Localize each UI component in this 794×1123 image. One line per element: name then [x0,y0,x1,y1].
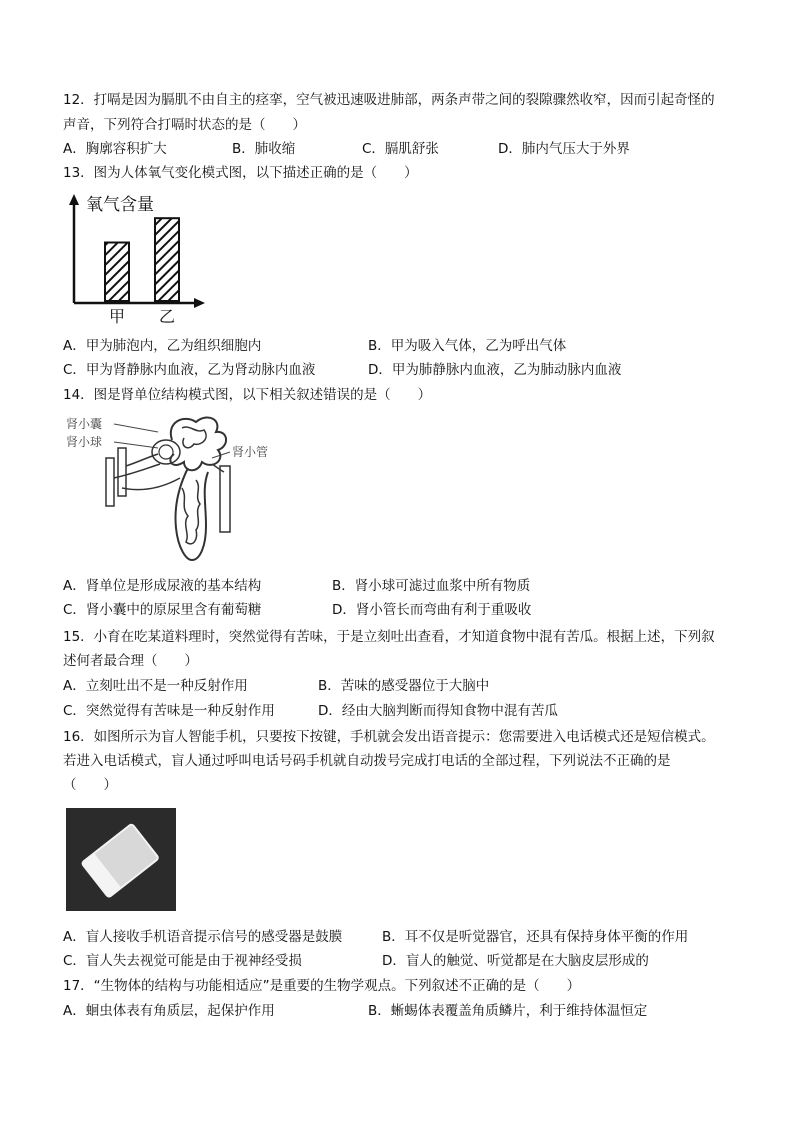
q12-option-b: B．肺收缩 [232,141,296,157]
nephron-diagram [62,408,292,573]
q17-option-b: B．蜥蜴体表覆盖角质鳞片，利于维持体温恒定 [368,1003,648,1019]
q15-stem-line1: 15．小育在吃某道料理时，突然觉得有苦味，于是立刻吐出查看，才知道食物中混有苦瓜。根据上述，下列叙 [63,629,715,645]
bar-乙 [155,218,179,301]
q13-option-b: B．甲为吸入气体，乙为呼出气体 [368,338,567,354]
q14-option-c: C．肾小囊中的原尿里含有葡萄糖 [63,602,262,618]
label-renal-capsule: 肾小囊 [66,417,103,431]
q15-option-d: D．经由大脑判断而得知食物中混有苦瓜 [318,703,558,719]
q13-option-c: C．甲为肾静脉内血液，乙为肾动脉内血液 [63,362,316,378]
q16-option-c: C．盲人失去视觉可能是由于视神经受损 [63,953,302,969]
blind-phone-photo [66,808,176,911]
q15-option-a: A．立刻吐出不是一种反射作用 [63,678,248,694]
q13-option-d: D．甲为肺静脉内血液，乙为肺动脉内血液 [368,362,622,378]
q12-option-d: D．肺内气压大于外界 [498,141,630,157]
q15-option-b: B．苦味的感受器位于大脑中 [318,678,490,694]
q16-option-a: A．盲人接收手机语音提示信号的感受器是鼓膜 [63,929,343,945]
q14-option-a: A．肾单位是形成尿液的基本结构 [63,578,262,594]
q12-stem-line2: 声音，下列符合打嗝时状态的是（ ） [63,117,306,133]
y-axis-label: 氧气含量 [86,195,154,215]
q12-option-c: C．膈肌舒张 [362,141,439,157]
x-axis-arrow-icon [194,298,205,308]
renal-capsule [152,440,180,464]
q15-stem-line2: 述何者最合理（ ） [63,653,198,669]
q14-stem: 14．图是肾单位结构模式图，以下相关叙述错误的是（ ） [63,387,432,403]
oxygen-bar-chart [62,188,212,328]
q16-stem-line3: （ ） [63,777,117,793]
q16-stem-line1: 16．如图所示为盲人智能手机，只要按下按键，手机就会发出语音提示：您需要进入电话模式还是短信模式。 [63,729,715,745]
bar-甲 [105,243,129,302]
y-axis-arrow-icon [69,194,79,205]
q13-option-a: A．甲为肺泡内，乙为组织细胞内 [63,338,262,354]
q13-stem: 13．图为人体氧气变化模式图，以下描述正确的是（ ） [63,165,418,181]
tick-label-yi: 乙 [158,307,176,326]
q16-stem-line2: 若进入电话模式，盲人通过呼叫电话号码手机就自动拨号完成打电话的全部过程，下列说法不正确的是 [63,753,671,769]
q14-option-d: D．肾小管长而弯曲有利于重吸收 [332,602,532,618]
q17-stem: 17．“生物体的结构与功能相适应”是重要的生物学观点。下列叙述不正确的是（ ） [63,978,581,994]
label-renal-tubule: 肾小管 [232,445,269,459]
q17-option-a: A．蛔虫体表有角质层，起保护作用 [63,1003,275,1019]
q16-option-b: B．耳不仅是听觉器官，还具有保持身体平衡的作用 [382,929,689,945]
tick-label-jia: 甲 [108,307,126,326]
blood-vessel [106,458,114,506]
q16-option-d: D．盲人的触觉、听觉都是在大脑皮层形成的 [382,953,649,969]
q12-stem-line1: 12．打嗝是因为膈肌不由自主的痉挛，空气被迅速吸进肺部，两条声带之间的裂隙骤然收窄，因而引起奇怪的 [63,92,715,108]
q15-option-c: C．突然觉得有苦味是一种反射作用 [63,703,275,719]
q14-option-b: B．肾小球可滤过血浆中所有物质 [332,578,531,594]
q12-option-a: A．胸廓容积扩大 [63,141,167,157]
collecting-duct [220,466,230,532]
label-glomerulus: 肾小球 [66,435,103,449]
